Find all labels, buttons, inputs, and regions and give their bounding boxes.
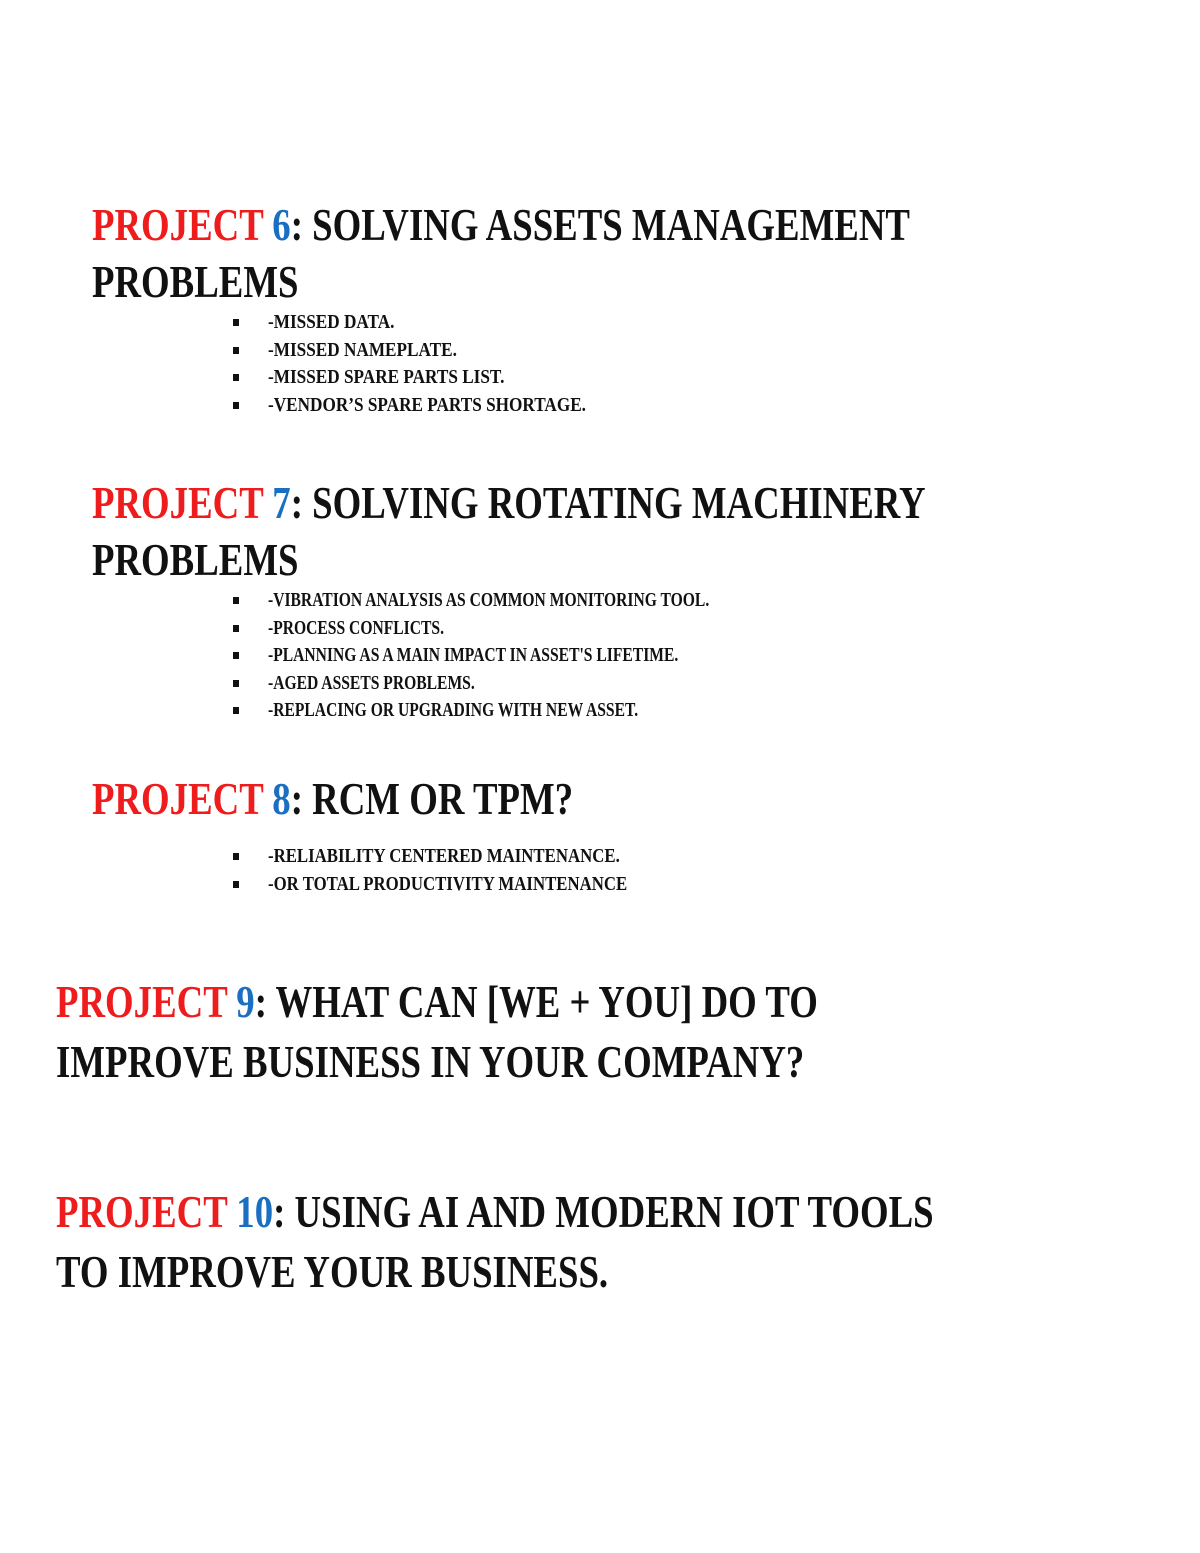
square-bullet-icon [233, 881, 239, 888]
project-10-heading [56, 1182, 934, 1302]
project-number: 6 [272, 199, 291, 250]
project-number: 9 [236, 976, 255, 1027]
square-bullet-icon [233, 319, 239, 326]
square-bullet-icon [233, 402, 239, 409]
project-keyword: PROJECT [92, 199, 264, 250]
heading-line-2: PROBLEMS [92, 256, 299, 307]
square-bullet-icon [233, 597, 239, 604]
heading-line-1 [56, 972, 818, 1032]
square-bullet-icon [233, 680, 239, 687]
heading-line-2: IMPROVE BUSINESS IN YOUR COMPANY? [56, 1036, 805, 1087]
project-number: 8 [272, 773, 291, 824]
heading-line-2: PROBLEMS [92, 534, 299, 585]
square-bullet-icon [233, 625, 239, 632]
project-7-section [92, 474, 1134, 588]
project-title: : WHAT CAN [WE + YOU] DO TO [254, 976, 818, 1027]
heading-line-2: TO IMPROVE YOUR BUSINESS. [56, 1246, 609, 1297]
project-number: 10 [236, 1186, 274, 1237]
project-6-heading [92, 196, 910, 310]
project-title: : RCM OR TPM? [290, 773, 574, 824]
project-10-section [56, 1182, 1153, 1302]
project-title: : SOLVING ASSETS MANAGEMENT [290, 199, 910, 250]
project-6-section [92, 196, 1114, 310]
project-keyword: PROJECT [92, 773, 264, 824]
square-bullet-icon [233, 652, 239, 659]
project-8-heading [92, 770, 573, 827]
project-keyword: PROJECT [56, 1186, 228, 1237]
project-number: 7 [272, 477, 291, 528]
project-9-section [56, 972, 1008, 1092]
project-title: : SOLVING ROTATING MACHINERY [290, 477, 926, 528]
project-keyword: PROJECT [92, 477, 264, 528]
project-title: : USING AI AND MODERN IOT TOOLS [273, 1186, 934, 1237]
square-bullet-icon [233, 707, 239, 714]
project-9-heading [56, 972, 818, 1092]
project-7-heading [92, 474, 926, 588]
project-keyword: PROJECT [56, 976, 228, 1027]
project-8-section [92, 770, 693, 827]
heading-line-1 [92, 770, 573, 827]
square-bullet-icon [233, 853, 239, 860]
heading-line-1 [92, 474, 926, 531]
heading-line-1 [56, 1182, 934, 1242]
heading-line-1 [92, 196, 910, 253]
square-bullet-icon [233, 374, 239, 381]
square-bullet-icon [233, 347, 239, 354]
